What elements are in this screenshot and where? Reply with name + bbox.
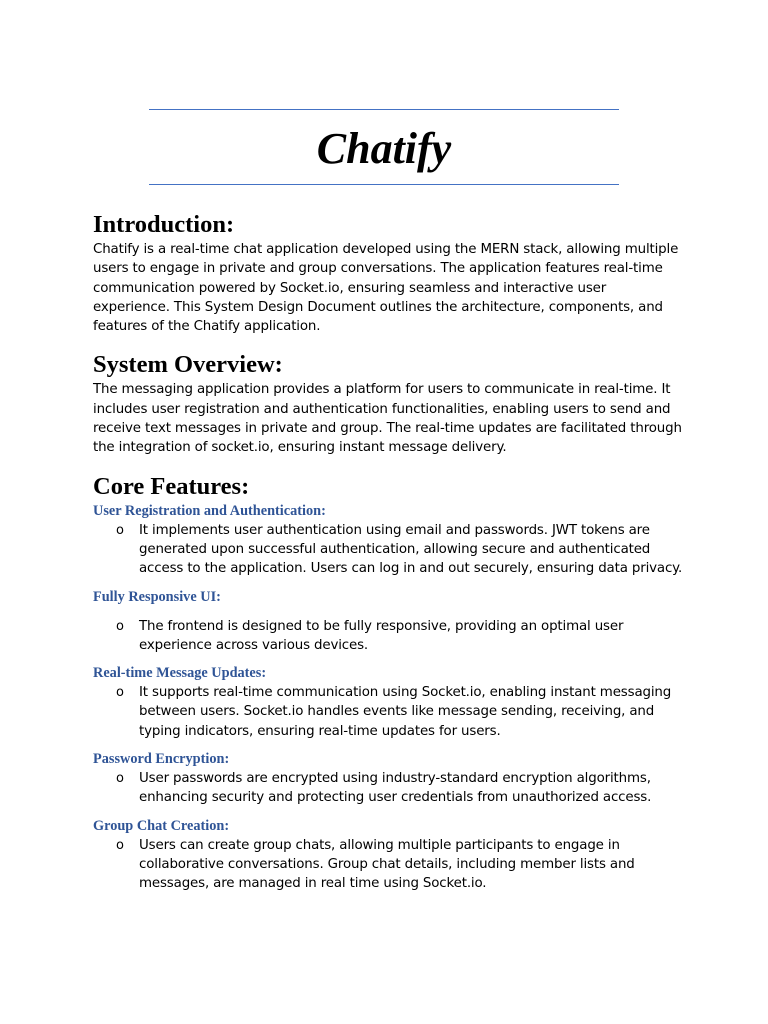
bullet-item xyxy=(93,683,685,741)
feature-realtime-updates xyxy=(93,664,685,741)
bullet-text: It supports real-time communication using Socket.io, enabling instant messaging between users. Socket.io handles events like message sending, receiving, and typing indicators, ensuring real-time updates for users. xyxy=(139,685,672,739)
feature-responsive-ui xyxy=(93,588,685,656)
bullet-text: It implements user authentication using email and passwords. JWT tokens are generated upon successful authentication, allowing secure and authenticated access to the application. Users can log in and out securely, ensuring data privacy. xyxy=(139,522,683,577)
bullet-text: Users can create group chats, allowing multiple participants to engage in collaborative conversations. Group chat details, including member lists and messages, are managed in real time using Socket.io. xyxy=(139,837,635,892)
system-overview-text: The messaging application provides a platform for users to communicate in real-time. It includes user registration and authentication functionalities, enabling users to send and receive text messages in private and group. The real-time updates are facilitated through the integration of socket.io, ensuring instant message delivery. xyxy=(93,382,682,456)
bullet-item xyxy=(93,617,685,656)
introduction-text: Chatify is a real-time chat application developed using the MERN stack, allowing multiple users to engage in private and group conversations. The application features real-time communication powered by Socket.io, ensuring seamless and interactive user experience. This System Design Document outlines the architecture, components, and features of the Chatify application. xyxy=(93,242,679,335)
introduction-heading: Introduction: xyxy=(93,211,235,238)
feature-subheading: Real-time Message Updates: xyxy=(93,665,267,682)
feature-bullet-list xyxy=(93,683,685,741)
title-rule-bottom xyxy=(149,184,619,185)
document-body xyxy=(93,210,685,894)
core-features-section xyxy=(93,472,685,894)
hollow-circle-bullet-icon: o xyxy=(116,522,124,538)
system-overview-section xyxy=(93,350,685,457)
system-overview-heading: System Overview: xyxy=(93,351,283,379)
bullet-text: The frontend is designed to be fully responsive, providing an optimal user experience across various devices. xyxy=(139,618,624,653)
hollow-circle-bullet-icon: o xyxy=(116,685,124,701)
hollow-circle-bullet-icon: o xyxy=(116,771,124,787)
document-title: Chatify xyxy=(316,124,452,173)
feature-subheading: User Registration and Authentication: xyxy=(93,502,326,519)
feature-subheading: Group Chat Creation: xyxy=(93,817,230,834)
introduction-section xyxy=(93,210,685,336)
feature-bullet-list xyxy=(93,521,685,579)
title-rule-top xyxy=(149,109,619,110)
bullet-item xyxy=(93,769,685,808)
feature-bullet-list xyxy=(93,617,685,656)
bullet-item xyxy=(93,836,685,894)
core-features-heading: Core Features: xyxy=(93,472,250,500)
feature-bullet-list xyxy=(93,836,685,894)
feature-bullet-list xyxy=(93,769,685,808)
bullet-text: User passwords are encrypted using industry-standard encryption algorithms, enhancing security and protecting user credentials from unauthorized access. xyxy=(139,771,652,806)
bullet-item xyxy=(93,521,685,579)
hollow-circle-bullet-icon: o xyxy=(116,837,124,853)
feature-group-chat xyxy=(93,817,685,894)
feature-subheading: Password Encryption: xyxy=(93,751,230,768)
feature-subheading: Fully Responsive UI: xyxy=(93,588,221,605)
feature-user-auth xyxy=(93,502,685,579)
hollow-circle-bullet-icon: o xyxy=(116,618,124,634)
feature-password-encryption xyxy=(93,750,685,808)
